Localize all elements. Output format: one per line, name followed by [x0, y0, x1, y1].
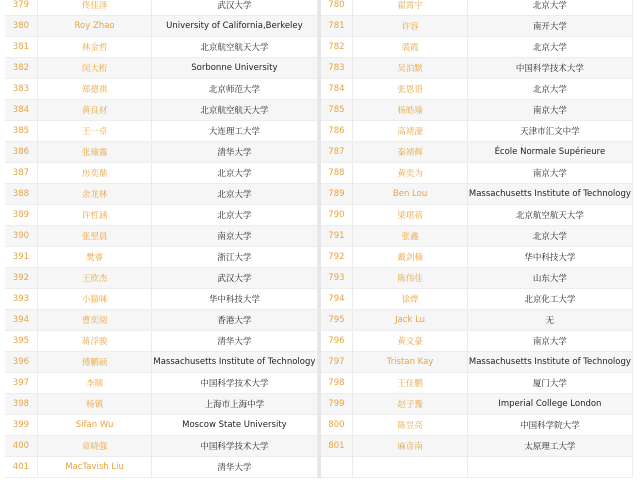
rank-number: 381: [5, 37, 38, 58]
school-name: 山东大学: [468, 268, 633, 289]
school-name: 中国科学技术大学: [152, 436, 317, 457]
school-name: 武汉大学: [152, 268, 317, 289]
rank-number: 781: [321, 16, 354, 37]
contestant-name: 高靖濠: [353, 121, 467, 142]
school-name: 香港大学: [152, 310, 317, 331]
contestant-name: 王佳鹏: [353, 373, 467, 394]
table-row: [5, 58, 633, 79]
rank-number: 793: [321, 268, 354, 289]
school-name: 大连理工大学: [152, 121, 317, 142]
school-name: École Normale Supérieure: [468, 142, 633, 163]
school-name: 北京大学: [468, 37, 633, 58]
school-name: 清华大学: [152, 331, 317, 352]
contestant-name: 黄文豪: [353, 331, 467, 352]
contestant-name: 张翌晨: [38, 226, 152, 247]
school-name: Sorbonne University: [152, 58, 317, 79]
rank-number: 782: [321, 37, 354, 58]
school-name: 南开大学: [468, 16, 633, 37]
rank-number: 386: [5, 142, 38, 163]
contestant-name: 闵大桁: [38, 58, 152, 79]
rank-number: 383: [5, 79, 38, 100]
school-name: 北京大学: [152, 163, 317, 184]
table-row: [5, 16, 633, 37]
school-name: 武汉大学: [152, 0, 317, 16]
school-name: 清华大学: [152, 142, 317, 163]
rank-number: 798: [321, 373, 354, 394]
rank-number: 389: [5, 205, 38, 226]
contestant-name: Sifan Wu: [38, 415, 152, 436]
rank-number: 401: [5, 457, 38, 478]
rank-number: 790: [321, 205, 354, 226]
rank-number: 792: [321, 247, 354, 268]
rank-number: 783: [321, 58, 354, 79]
school-name: 北京大学: [468, 79, 633, 100]
table-row: [5, 205, 633, 226]
contestant-name: 秦靖辉: [353, 142, 467, 163]
rank-number: 382: [5, 58, 38, 79]
contestant-name: 小猫咪: [38, 289, 152, 310]
rank-number: 794: [321, 289, 354, 310]
table-row: [5, 310, 633, 331]
table-row: [5, 37, 633, 58]
rank-number: 397: [5, 373, 38, 394]
table-row: [5, 100, 633, 121]
school-name: Massachusetts Institute of Technology: [468, 352, 633, 373]
contestant-name: Roy Zhao: [38, 16, 152, 37]
school-name: 北京大学: [152, 205, 317, 226]
contestant-name: 王一卓: [38, 121, 152, 142]
rank-number: 390: [5, 226, 38, 247]
school-name: 北京航空航天大学: [152, 100, 317, 121]
contestant-name: 黄良材: [38, 100, 152, 121]
school-name: 清华大学: [152, 457, 317, 478]
rank-number: 785: [321, 100, 354, 121]
contestant-name: 樊睿: [38, 247, 152, 268]
rank-number: 398: [5, 394, 38, 415]
contestant-name: 房奕鼎: [38, 163, 152, 184]
contestant-name: 黄奕为: [353, 163, 467, 184]
rank-number: 780: [321, 0, 354, 16]
school-name: [468, 457, 633, 478]
contestant-name: 林金哲: [38, 37, 152, 58]
contestant-name: 许容: [353, 16, 467, 37]
school-name: 厦门大学: [468, 373, 633, 394]
contestant-name: 蒋浮骏: [38, 331, 152, 352]
school-name: 北京化工大学: [468, 289, 633, 310]
contestant-name: 曹奕阅: [38, 310, 152, 331]
table-row: [5, 352, 633, 373]
table-row: [5, 394, 633, 415]
contestant-name: 章晓强: [38, 436, 152, 457]
contestant-name: 张瑜露: [38, 142, 152, 163]
rank-number: 388: [5, 184, 38, 205]
school-name: 南京大学: [468, 100, 633, 121]
school-name: 华中科技大学: [468, 247, 633, 268]
contestant-name: Tristan Kay: [353, 352, 467, 373]
school-name: 天津市汇文中学: [468, 121, 633, 142]
rank-number: 380: [5, 16, 38, 37]
school-name: 无: [468, 310, 633, 331]
table-row: [5, 0, 633, 16]
rank-number: 789: [321, 184, 354, 205]
school-name: 上海市上海中学: [152, 394, 317, 415]
rank-number: 795: [321, 310, 354, 331]
contestant-name: [353, 457, 467, 478]
school-name: 北京航空航天大学: [468, 205, 633, 226]
contestant-name: 张鑫: [353, 226, 467, 247]
school-name: Massachusetts Institute of Technology: [468, 184, 633, 205]
contestant-name: 赵子豫: [353, 394, 467, 415]
rank-number: 796: [321, 331, 354, 352]
contestant-name: 梁珺蓓: [353, 205, 467, 226]
table-row: [5, 289, 633, 310]
contestant-name: 陈昱亮: [353, 415, 467, 436]
school-name: 北京大学: [468, 226, 633, 247]
table-row: [5, 79, 633, 100]
school-name: 中国科学技术大学: [468, 58, 633, 79]
rank-number: 384: [5, 100, 38, 121]
school-name: 北京大学: [468, 0, 633, 16]
table-row: [5, 121, 633, 142]
rank-number: 801: [321, 436, 354, 457]
rank-number: 399: [5, 415, 38, 436]
contestant-name: 张恩语: [353, 79, 467, 100]
rank-number: 395: [5, 331, 38, 352]
rank-number: 385: [5, 121, 38, 142]
rank-number: 788: [321, 163, 354, 184]
rank-number: 797: [321, 352, 354, 373]
school-name: 中国科学院大学: [468, 415, 633, 436]
contestant-name: 陈伟佳: [353, 268, 467, 289]
contestant-name: Ben Lou: [353, 184, 467, 205]
contestant-name: 许哲涵: [38, 205, 152, 226]
table-row: [5, 184, 633, 205]
table-row: [5, 226, 633, 247]
school-name: 北京师范大学: [152, 79, 317, 100]
contestant-name: 傅鹏硕: [38, 352, 152, 373]
ranking-table: [5, 0, 633, 478]
table-row: [5, 457, 633, 478]
rank-number: 784: [321, 79, 354, 100]
rank-number: 392: [5, 268, 38, 289]
rank-number: 394: [5, 310, 38, 331]
contestant-name: 裘霞: [353, 37, 467, 58]
contestant-name: 戴剑楠: [353, 247, 467, 268]
contestant-name: 王欣杰: [38, 268, 152, 289]
contestant-name: 余龙林: [38, 184, 152, 205]
contestant-name: 李顺: [38, 373, 152, 394]
school-name: 中国科学技术大学: [152, 373, 317, 394]
school-name: Moscow State University: [152, 415, 317, 436]
contestant-name: 佟佳泽: [38, 0, 152, 16]
school-name: 南京大学: [152, 226, 317, 247]
rank-number: 396: [5, 352, 38, 373]
table-row: [5, 163, 633, 184]
school-name: 北京航空航天大学: [152, 37, 317, 58]
rank-number: 387: [5, 163, 38, 184]
rank-number: 400: [5, 436, 38, 457]
contestant-name: 麻彦南: [353, 436, 467, 457]
table-row: [5, 436, 633, 457]
contestant-name: Jack Lu: [353, 310, 467, 331]
table-row: [5, 373, 633, 394]
rank-number: 391: [5, 247, 38, 268]
rank-number: 787: [321, 142, 354, 163]
school-name: 南京大学: [468, 163, 633, 184]
school-name: Massachusetts Institute of Technology: [152, 352, 317, 373]
table-row: [5, 268, 633, 289]
rank-number: 791: [321, 226, 354, 247]
contestant-name: MacTavish Liu: [38, 457, 152, 478]
rank-number: 393: [5, 289, 38, 310]
rank-number: 379: [5, 0, 38, 16]
school-name: Imperial College London: [468, 394, 633, 415]
contestant-name: 郑德祺: [38, 79, 152, 100]
table-row: [5, 247, 633, 268]
school-name: 北京大学: [152, 184, 317, 205]
school-name: 浙江大学: [152, 247, 317, 268]
contestant-name: 吴泊默: [353, 58, 467, 79]
school-name: 华中科技大学: [152, 289, 317, 310]
school-name: 南京大学: [468, 331, 633, 352]
school-name: University of California,Berkeley: [152, 16, 317, 37]
table-row: [5, 331, 633, 352]
school-name: 太原理工大学: [468, 436, 633, 457]
contestant-name: 杨皓瑜: [353, 100, 467, 121]
contestant-name: 徐烨: [353, 289, 467, 310]
table-row: [5, 415, 633, 436]
table-row: [5, 142, 633, 163]
rank-number: [321, 457, 354, 478]
rank-number: 786: [321, 121, 354, 142]
contestant-name: 翟霄宇: [353, 0, 467, 16]
contestant-name: 杨镇: [38, 394, 152, 415]
rank-number: 799: [321, 394, 354, 415]
rank-number: 800: [321, 415, 354, 436]
